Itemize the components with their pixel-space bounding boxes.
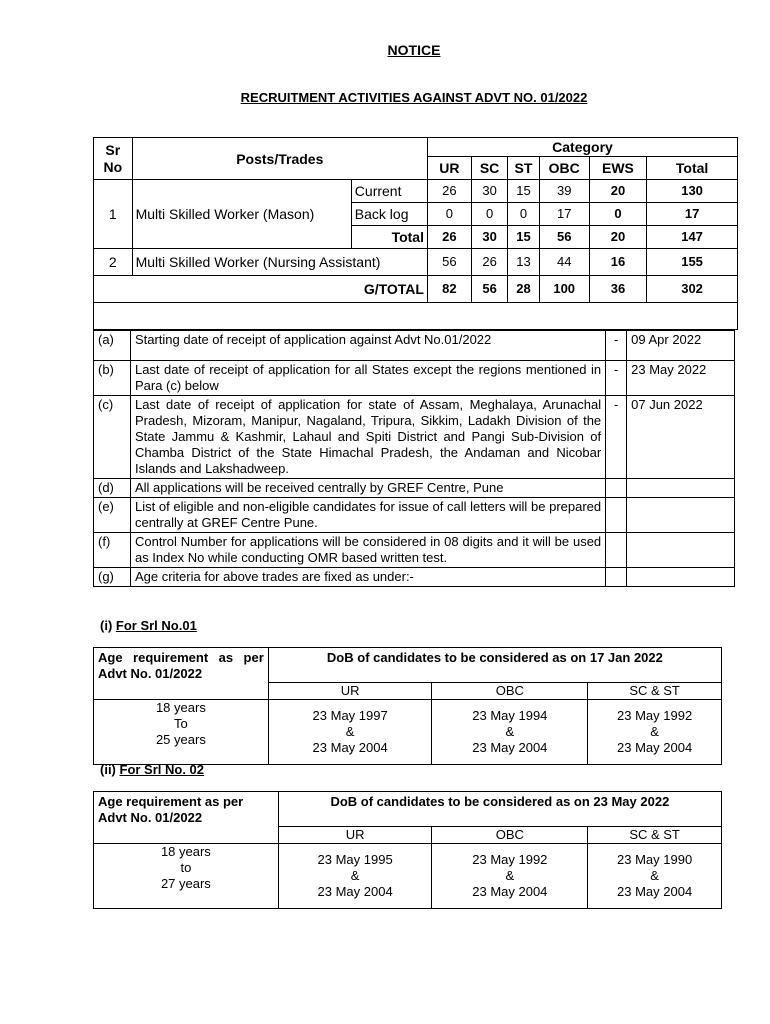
col-header: OBC bbox=[539, 157, 589, 180]
dob-line: 23 May 2004 bbox=[312, 740, 388, 755]
schedule-row bbox=[94, 331, 735, 361]
item-date: 23 May 2022 bbox=[627, 361, 735, 396]
value-cell: 30 bbox=[471, 180, 508, 203]
sr-cell: 1 bbox=[94, 180, 133, 249]
dob-range bbox=[278, 844, 432, 909]
item-key: (c) bbox=[94, 396, 131, 479]
dob-header: DoB of candidates to be considered as on 23 May 2022 bbox=[278, 792, 721, 827]
item-key: (g) bbox=[94, 568, 131, 587]
item-date: 09 Apr 2022 bbox=[627, 331, 735, 361]
age-line: To bbox=[174, 716, 188, 731]
value-cell: 15 bbox=[508, 180, 539, 203]
sr-cell: 2 bbox=[94, 249, 133, 276]
item-text: Last date of receipt of application for all States except the regions mentioned in Para (c) below bbox=[130, 361, 605, 396]
value-cell: 147 bbox=[647, 226, 738, 249]
value-cell: 17 bbox=[647, 203, 738, 226]
col-header: UR bbox=[278, 827, 432, 844]
dob-line: & bbox=[350, 868, 360, 883]
item-key: (d) bbox=[94, 479, 131, 498]
value-cell: 20 bbox=[589, 226, 646, 249]
dob-range bbox=[588, 700, 722, 765]
sr-label: Sr bbox=[105, 141, 121, 158]
dob-line: & bbox=[505, 868, 515, 883]
value-cell: 16 bbox=[589, 249, 646, 276]
age-line: 18 years bbox=[160, 844, 211, 859]
col-header: EWS bbox=[589, 157, 646, 180]
age-table-2 bbox=[93, 791, 722, 909]
blank-row bbox=[94, 303, 738, 330]
item-text: Starting date of receipt of application against Advt No.01/2022 bbox=[130, 331, 605, 361]
item-dash bbox=[606, 479, 627, 498]
schedule-row bbox=[94, 396, 735, 479]
post-cell: Multi Skilled Worker (Mason) bbox=[132, 180, 351, 249]
age-head-row bbox=[94, 648, 722, 683]
notice-subject: RECRUITMENT ACTIVITIES AGAINST ADVT NO. 01/2022 bbox=[240, 90, 588, 105]
notice-title: NOTICE bbox=[387, 42, 441, 58]
col-header: SC & ST bbox=[588, 683, 722, 700]
item-key: (a) bbox=[94, 331, 131, 361]
dob-line: 23 May 1995 bbox=[317, 852, 393, 867]
row-nursing bbox=[94, 249, 738, 276]
section-title: For Srl No. 02 bbox=[119, 762, 205, 777]
section-prefix: (ii) bbox=[100, 762, 120, 777]
col-header: SC & ST bbox=[588, 827, 722, 844]
schedule-row bbox=[94, 498, 735, 533]
value-cell: 82 bbox=[427, 276, 471, 303]
blank-cell bbox=[94, 303, 738, 330]
item-key: (b) bbox=[94, 361, 131, 396]
section-prefix: (i) bbox=[100, 618, 116, 633]
dob-line: 23 May 1997 bbox=[312, 708, 388, 723]
dob-line: & bbox=[650, 868, 659, 883]
age-section-1-heading bbox=[100, 618, 197, 633]
item-dash: - bbox=[606, 396, 627, 479]
age-line: 27 years bbox=[160, 876, 211, 891]
item-dash bbox=[606, 498, 627, 533]
item-text: Control Number for applications will be considered in 08 digits and it will be used as Index No while conducting OMR based written test. bbox=[130, 533, 605, 568]
age-line: to bbox=[180, 860, 192, 875]
schedule-table bbox=[93, 330, 735, 587]
dob-line: 23 May 2004 bbox=[317, 884, 393, 899]
item-key: (f) bbox=[94, 533, 131, 568]
no-label: No bbox=[103, 158, 123, 175]
dob-line: 23 May 2004 bbox=[617, 884, 693, 899]
value-cell: 56 bbox=[471, 276, 508, 303]
header-row-1 bbox=[94, 138, 738, 157]
schedule-row bbox=[94, 533, 735, 568]
dob-range bbox=[268, 700, 432, 765]
schedule-row bbox=[94, 479, 735, 498]
value-cell: 20 bbox=[589, 180, 646, 203]
col-header: OBC bbox=[432, 683, 588, 700]
dob-line: 23 May 1994 bbox=[472, 708, 548, 723]
age-range bbox=[94, 844, 279, 909]
value-cell: 15 bbox=[508, 226, 539, 249]
age-values-row bbox=[94, 844, 722, 909]
sub-label: Back log bbox=[351, 203, 427, 226]
value-cell: 17 bbox=[539, 203, 589, 226]
posts-header: Posts/Trades bbox=[132, 138, 427, 180]
value-cell: 30 bbox=[471, 226, 508, 249]
value-cell: 302 bbox=[647, 276, 738, 303]
item-date bbox=[627, 479, 735, 498]
value-cell: 0 bbox=[589, 203, 646, 226]
value-cell: 100 bbox=[539, 276, 589, 303]
age-table-1 bbox=[93, 647, 722, 765]
age-requirement-header: Age requirement as per Advt No. 01/2022 bbox=[94, 792, 279, 844]
age-line: 25 years bbox=[155, 732, 206, 747]
dob-line: 23 May 2004 bbox=[472, 884, 548, 899]
dob-range bbox=[432, 700, 588, 765]
age-requirement-header: Age requirement as per Advt No. 01/2022 bbox=[94, 648, 269, 700]
item-date bbox=[627, 498, 735, 533]
dob-line: & bbox=[345, 724, 355, 739]
item-text: Last date of receipt of application for state of Assam, Meghalaya, Arunachal Pradesh, Mizoram, Manipur, Nagaland, Tripura, Sikkim, Ladakh Division of the State Jammu & Kashmir, Lahaul and Spiti District and Pangi Sub-Division of Chamba District of the State Himachal Pradesh, the Andaman and Nicobar Islands and Lakshadweep. bbox=[130, 396, 605, 479]
col-header: ST bbox=[508, 157, 539, 180]
value-cell: 13 bbox=[508, 249, 539, 276]
value-cell: 39 bbox=[539, 180, 589, 203]
sub-label: Total bbox=[351, 226, 427, 249]
dob-line: & bbox=[505, 724, 515, 739]
value-cell: 56 bbox=[427, 249, 471, 276]
item-text: Age criteria for above trades are fixed as under:- bbox=[130, 568, 605, 587]
value-cell: 28 bbox=[508, 276, 539, 303]
item-dash: - bbox=[606, 361, 627, 396]
dob-line: 23 May 1990 bbox=[617, 852, 693, 867]
item-dash: - bbox=[606, 331, 627, 361]
dob-line: 23 May 2004 bbox=[617, 740, 693, 755]
item-text: All applications will be received centrally by GREF Centre, Pune bbox=[130, 479, 605, 498]
value-cell: 0 bbox=[471, 203, 508, 226]
schedule-row bbox=[94, 361, 735, 396]
value-cell: 26 bbox=[471, 249, 508, 276]
item-date bbox=[627, 568, 735, 587]
age-values-row bbox=[94, 700, 722, 765]
item-key: (e) bbox=[94, 498, 131, 533]
schedule-row bbox=[94, 568, 735, 587]
dob-line: & bbox=[650, 724, 659, 739]
item-date: 07 Jun 2022 bbox=[627, 396, 735, 479]
dob-line: 23 May 2004 bbox=[472, 740, 548, 755]
section-title: For Srl No.01 bbox=[115, 618, 197, 633]
value-cell: 0 bbox=[427, 203, 471, 226]
value-cell: 36 bbox=[589, 276, 646, 303]
value-cell: 130 bbox=[647, 180, 738, 203]
row-mason-current bbox=[94, 180, 738, 203]
dob-range bbox=[432, 844, 588, 909]
col-header: UR bbox=[268, 683, 432, 700]
value-cell: 26 bbox=[427, 180, 471, 203]
value-cell: 0 bbox=[508, 203, 539, 226]
value-cell: 56 bbox=[539, 226, 589, 249]
row-grand-total bbox=[94, 276, 738, 303]
col-header: Total bbox=[647, 157, 738, 180]
value-cell: 155 bbox=[647, 249, 738, 276]
dob-line: 23 May 1992 bbox=[617, 708, 693, 723]
value-cell: 44 bbox=[539, 249, 589, 276]
category-header: Category bbox=[427, 138, 737, 157]
item-date bbox=[627, 533, 735, 568]
vacancy-table bbox=[93, 137, 738, 330]
item-dash bbox=[606, 533, 627, 568]
col-header: UR bbox=[427, 157, 471, 180]
sub-label: Current bbox=[351, 180, 427, 203]
age-head-row bbox=[94, 792, 722, 827]
col-header: OBC bbox=[432, 827, 588, 844]
age-range bbox=[94, 700, 269, 765]
post-cell: Multi Skilled Worker (Nursing Assistant) bbox=[132, 249, 427, 276]
value-cell: 26 bbox=[427, 226, 471, 249]
dob-line: 23 May 1992 bbox=[472, 852, 548, 867]
age-section-2-heading bbox=[100, 762, 204, 777]
age-line: 18 years bbox=[155, 700, 206, 715]
item-dash bbox=[606, 568, 627, 587]
col-header: SC bbox=[471, 157, 508, 180]
grand-total-label: G/TOTAL bbox=[94, 276, 428, 303]
dob-header: DoB of candidates to be considered as on 17 Jan 2022 bbox=[268, 648, 721, 683]
dob-range bbox=[588, 844, 722, 909]
sr-no-header bbox=[94, 138, 133, 180]
item-text: List of eligible and non-eligible candidates for issue of call letters will be prepared centrally at GREF Centre Pune. bbox=[130, 498, 605, 533]
